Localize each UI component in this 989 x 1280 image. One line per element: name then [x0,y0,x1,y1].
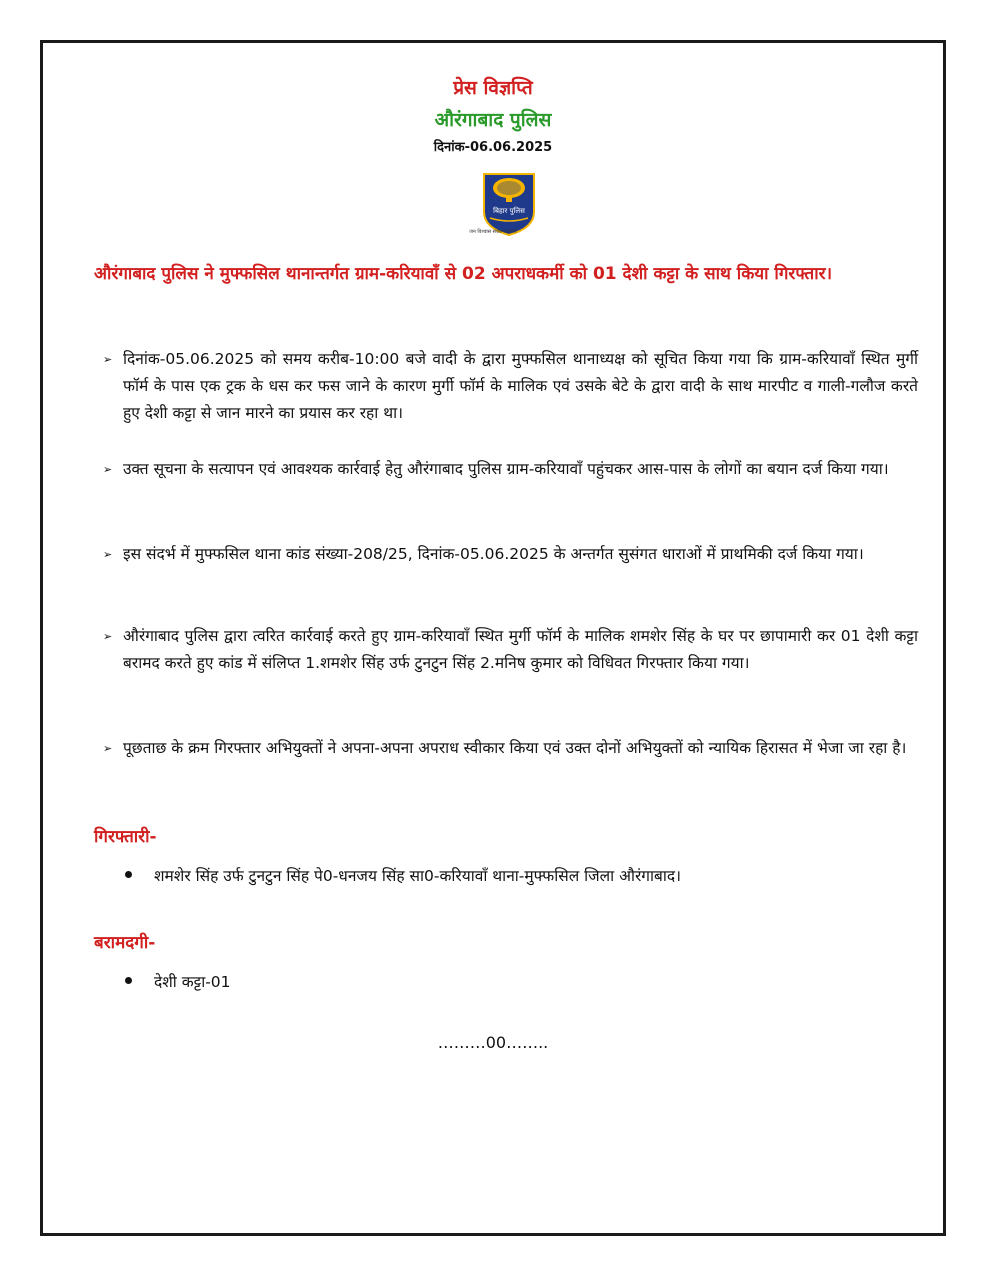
paragraph-text: औरंगाबाद पुलिस द्वारा त्वरित कार्रवाई करते हुए ग्राम-करियावाँ स्थित मुर्गी फॉर्म के मालिक शमशेर सिंह के घर पर छापामारी कर 01 देशी कट्टा बरामद करते हुए कांड में संलिप्त 1.शमशेर सिंह उर्फ टुनटुन सिंह 2.मनिष कुमार को विधिवत गिरफ्तार किया गया। [123,627,918,672]
page-frame [40,40,946,1236]
arrow-bullet-icon: ➢ [103,353,113,366]
paragraph-5 [103,735,918,762]
recovery-item [125,970,231,992]
paragraph-4 [103,623,918,677]
arrow-bullet-icon: ➢ [103,548,113,561]
paragraph-1 [103,346,918,427]
paragraph-text: उक्त सूचना के सत्यापन एवं आवश्यक कार्रवाई हेतु औरंगाबाद पुलिस ग्राम-करियावाँ पहुंचकर आस-पास के लोगों का बयान दर्ज किया गया। [123,460,889,478]
org-name: औरंगाबाद पुलिस [434,109,552,131]
arrow-bullet-icon: ➢ [103,630,113,643]
bihar-police-logo [480,172,538,236]
logo-tagline: जन विश्वास संकल्प हमारा [469,229,517,235]
paragraph-text: दिनांक-05.06.2025 को समय करीब-10:00 बजे वादी के द्वारा मुफ्फसिल थानाध्यक्ष को सूचित किया गया कि ग्राम-करियावाँ स्थित मुर्गी फॉर्म के पास एक ट्रक के धस कर फस जाने के कारण मुर्गी फॉर्म के मालिक एवं उसके बेटे के द्वारा वादी के साथ मारपीट व गाली-गलौज करते हुए देशी कट्टा से जान मारने का प्रयास कर रहा था। [123,350,918,422]
end-mark: ………00…….. [437,1033,549,1052]
paragraph-2 [103,456,918,483]
paragraph-text: इस संदर्भ में मुफ्फसिल थाना कांड संख्या-208/25, दिनांक-05.06.2025 के अन्तर्गत सुसंगत धाराओं में प्राथमिकी दर्ज किया गया। [123,545,864,563]
arrest-item [125,864,681,886]
paragraph-3 [103,541,918,568]
logo-text: बिहार पुलिस [493,207,525,215]
bullet-dot-icon [125,871,132,878]
arrow-bullet-icon: ➢ [103,742,113,755]
recovery-section-title: बरामदगी- [94,933,156,953]
release-date: दिनांक-06.06.2025 [433,140,553,155]
bullet-dot-icon [125,977,132,984]
paragraph-text: पूछताछ के क्रम गिरफ्तार अभियुक्तों ने अपना-अपना अपराध स्वीकार किया एवं उक्त दोनों अभियुक्तों को न्यायिक हिरासत में भेजा जा रहा है। [123,739,907,757]
arrest-item-text: शमशेर सिंह उर्फ टुनटुन सिंह पे0-धनजय सिंह सा0-करियावाँ थाना-मुफ्फसिल जिला औरंगाबाद। [154,867,681,885]
arrest-section-title: गिरफ्तारी- [94,827,157,847]
arrow-bullet-icon: ➢ [103,463,113,476]
press-release-title: प्रेस विज्ञप्ति [453,77,533,99]
recovery-item-text: देशी कट्टा-01 [154,973,231,991]
headline: औरंगाबाद पुलिस ने मुफ्फसिल थानान्तर्गत ग्राम-करियावाँ से 02 अपराधकर्मी को 01 देशी कट्टा के साथ किया गिरफ्तार। [94,264,833,284]
